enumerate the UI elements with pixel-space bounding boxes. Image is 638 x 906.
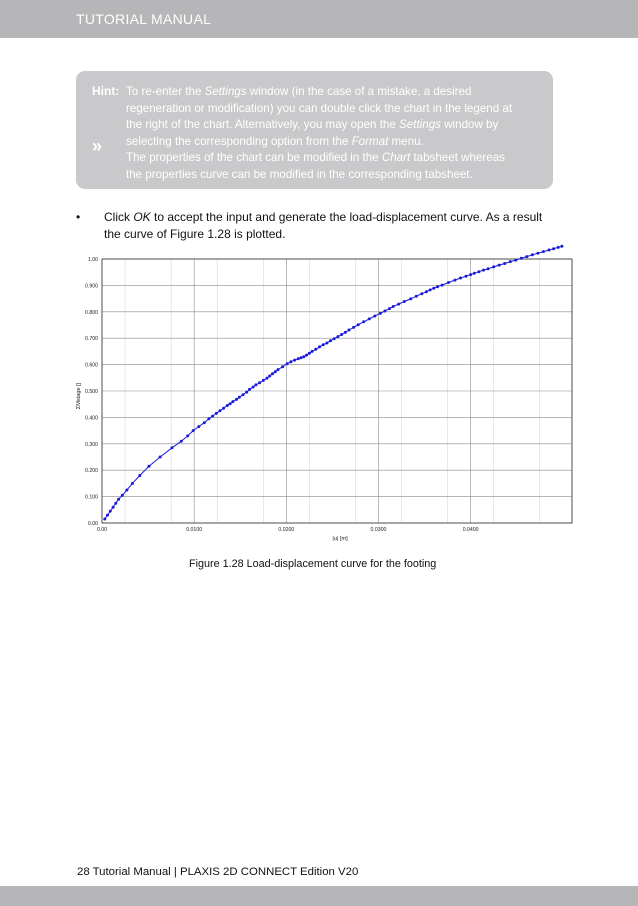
data-point (388, 307, 391, 310)
data-point (226, 404, 229, 407)
data-point (271, 372, 274, 375)
data-point (245, 391, 248, 394)
data-point (159, 456, 162, 459)
data-point (229, 402, 232, 405)
data-point (432, 287, 435, 290)
data-point (314, 348, 317, 351)
data-point (318, 345, 321, 348)
data-point (300, 356, 303, 359)
data-point (473, 272, 476, 275)
x-tick-label: 0.00 (96, 527, 108, 533)
y-tick-label: 0.300 (85, 441, 98, 448)
data-point (469, 273, 472, 276)
data-point (131, 482, 134, 485)
footer-text: 28 Tutorial Manual | PLAXIS 2D CONNECT Edition V20 (77, 866, 359, 878)
data-point (552, 247, 555, 250)
data-point (235, 398, 238, 401)
data-point (329, 339, 332, 342)
data-point (454, 279, 457, 282)
data-point (487, 267, 490, 270)
data-point (357, 323, 360, 326)
data-point (520, 257, 523, 260)
bullet-marker: • (76, 210, 81, 224)
data-point (322, 343, 325, 346)
data-point (103, 518, 106, 521)
data-point (459, 277, 462, 280)
y-tick-label: 0.200 (85, 468, 98, 475)
y-tick-label: 0.400 (85, 415, 98, 422)
y-tick-label: 0.900 (85, 283, 98, 290)
data-point (542, 250, 545, 253)
data-point (482, 269, 485, 272)
y-tick-label: 0.00 (87, 521, 98, 527)
data-point (441, 284, 444, 287)
data-point (286, 362, 289, 365)
data-point (302, 355, 305, 358)
hint-text-run: window (in the case of a mistake, a desired (246, 85, 472, 98)
data-point (420, 292, 423, 295)
data-point (207, 417, 210, 420)
data-point (222, 407, 225, 410)
data-point (180, 440, 183, 443)
hint-text-run: the right of the chart. Alternatively, you may open the (126, 118, 400, 132)
data-point (274, 370, 277, 373)
data-point (340, 333, 343, 336)
data-point (258, 381, 261, 384)
data-point (211, 415, 214, 418)
footer-bar (0, 886, 638, 906)
hint-text-emphasis: Settings (399, 118, 441, 132)
data-point (392, 305, 395, 308)
data-point (325, 342, 328, 345)
data-point (171, 446, 174, 449)
y-tick-label: 0.700 (85, 336, 98, 343)
data-point (429, 288, 432, 291)
data-point (305, 354, 308, 357)
y-axis-label: ΣMstage [] (76, 382, 82, 410)
data-point (106, 514, 109, 517)
data-point (262, 379, 265, 382)
hint-text-run: menu. (388, 134, 424, 148)
running-header-title: TUTORIAL MANUAL (76, 11, 212, 27)
y-tick-label: 0.500 (85, 389, 98, 395)
data-point (352, 326, 355, 329)
y-tick-label: 0.100 (85, 494, 98, 501)
x-tick-label: 0.0200 (278, 527, 295, 533)
data-point (231, 400, 234, 403)
hint-text-run: tabsheet whereas (410, 151, 505, 165)
data-point (477, 270, 480, 273)
data-point (242, 393, 245, 396)
y-tick-label: 0.600 (85, 362, 98, 369)
data-point (308, 352, 311, 355)
data-point (266, 377, 269, 380)
data-point (117, 498, 120, 501)
data-point (333, 337, 336, 340)
bullet-text-run: to accept the input and generate the load-displacement curve. As a result (150, 210, 543, 224)
data-point (336, 335, 339, 338)
data-point (277, 368, 280, 371)
data-point (114, 502, 117, 505)
data-point (362, 320, 365, 323)
bullet-text-run: Click (104, 210, 134, 224)
hint-text-run: To re-enter the (126, 85, 205, 98)
data-point (447, 281, 450, 284)
data-point (531, 253, 534, 256)
data-point (509, 260, 512, 263)
figure-caption: Figure 1.28 Load-displacement curve for the footing (189, 558, 437, 570)
data-point (557, 246, 560, 249)
y-tick-label: 1.00 (87, 257, 98, 263)
data-point (311, 350, 314, 353)
bullet-text-emphasis: OK (133, 210, 151, 224)
data-point (465, 275, 468, 278)
data-point (415, 295, 418, 298)
hint-text-emphasis: Settings (204, 85, 247, 98)
data-point (138, 474, 141, 477)
data-point (268, 375, 271, 378)
data-point (238, 396, 241, 399)
data-point (379, 312, 382, 315)
y-tick-label: 0.800 (85, 309, 98, 316)
data-point (383, 310, 386, 313)
data-point (503, 262, 506, 265)
data-point (254, 383, 257, 386)
data-point (536, 252, 539, 255)
hint-text-emphasis: Chart (381, 151, 411, 165)
x-tick-label: 0.0100 (186, 527, 203, 533)
data-point (297, 357, 300, 360)
data-point (492, 265, 495, 268)
data-point (215, 412, 218, 415)
bullet-text-run: the curve of Figure 1.28 is plotted. (104, 226, 286, 241)
data-point (125, 489, 128, 492)
hint-text-run: window by (440, 118, 499, 132)
data-point (525, 255, 528, 258)
hint-text-run: selecting the corresponding option from the (126, 134, 352, 148)
data-point (109, 510, 112, 513)
data-point (192, 429, 195, 432)
data-point (498, 264, 501, 267)
data-point (121, 494, 124, 497)
data-point (409, 297, 412, 300)
data-point (186, 434, 189, 437)
data-point (560, 245, 563, 248)
data-point (252, 386, 255, 389)
data-point (112, 506, 115, 509)
data-point (197, 425, 200, 428)
data-point (368, 317, 371, 320)
data-point (289, 360, 292, 363)
data-point (248, 388, 251, 391)
hint-text-emphasis: Format (351, 134, 389, 148)
double-chevron-icon: » (92, 136, 103, 156)
data-point (148, 465, 151, 468)
data-point (514, 259, 517, 262)
hint-text-run: regeneration or modification) you can double click the chart in the legend at (126, 101, 513, 115)
x-tick-label: 0.0300 (370, 527, 387, 533)
data-point (348, 329, 351, 332)
data-point (373, 315, 376, 318)
x-tick-label: 0.0400 (462, 527, 479, 533)
data-point (403, 300, 406, 303)
hint-text-run: The properties of the chart can be modified in the (126, 151, 382, 165)
data-point (344, 331, 347, 334)
data-point (425, 290, 428, 293)
data-point (281, 365, 284, 368)
data-point (436, 285, 439, 288)
data-point (293, 359, 296, 362)
hint-text-run: the properties curve can be modified in the corresponding tabsheet. (126, 167, 473, 181)
hint-label: Hint: (92, 84, 120, 98)
data-point (219, 409, 222, 412)
data-point (397, 303, 400, 306)
x-axis-label: |u| [m] (332, 536, 348, 542)
data-point (203, 421, 206, 424)
data-point (548, 249, 551, 252)
